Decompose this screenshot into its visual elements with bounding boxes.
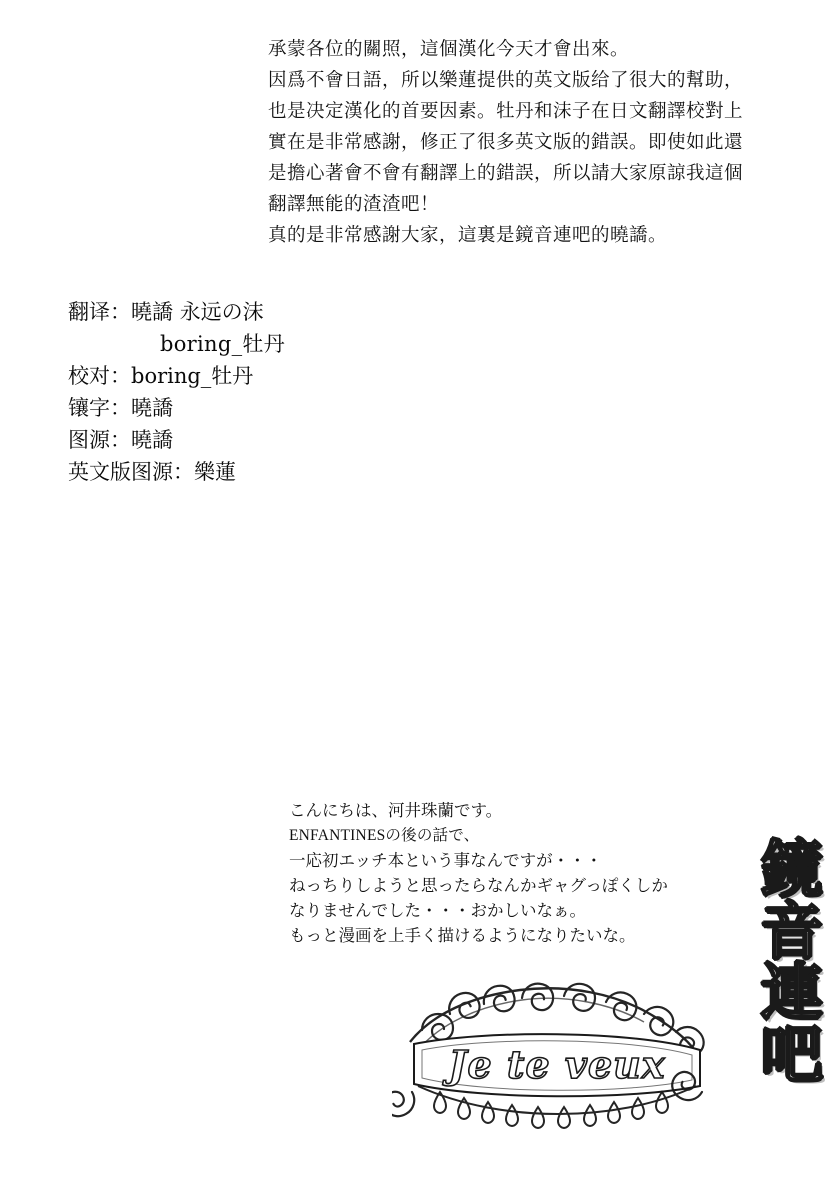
author-note-block (289, 798, 769, 948)
author-note-line: もっと漫画を上手く描けるようになりたいな。 (289, 926, 636, 945)
afterword-line: 翻譯無能的渣渣吧！ (268, 194, 440, 215)
title-logo-text: Je te veux (448, 1042, 666, 1087)
credit-row-proofread: 校对：boring_牡丹 (68, 364, 254, 388)
author-note-line: ENFANTINESの後の話で、 (289, 827, 480, 844)
group-stamp (753, 833, 831, 1091)
afterword-line: 因爲不會日語，所以樂蓮提供的英文版给了很大的幫助， (268, 70, 744, 91)
afterword-line: 也是决定漢化的首要因素。牡丹和沫子在日文翻譯校對上 (268, 101, 744, 122)
title-logo (392, 980, 722, 1130)
afterword-line: 承蒙各位的關照，這個漢化今天才會出來。 (268, 39, 630, 60)
author-note-line: 一応初エッチ本という事なんですが・・・ (289, 851, 603, 870)
stamp-char: 連 (760, 956, 823, 1030)
credits-block (68, 296, 285, 488)
author-note-line: こんにちは、河井珠蘭です。 (289, 801, 503, 820)
credit-row-rawsource: 图源：曉譑 (68, 428, 173, 452)
author-note-line: ねっちりしようと思ったらなんかギャグっぽくしか (289, 876, 668, 895)
afterword-line: 是擔心著會不會有翻譯上的錯誤，所以請大家原諒我這個 (268, 163, 744, 184)
stamp-char: 吧 (760, 1017, 823, 1091)
afterword-block (268, 34, 828, 251)
credit-row-translation: 翻译：曉譑 永远の沫 (68, 300, 264, 324)
credit-row-english-rawsource: 英文版图源：樂蓮 (68, 460, 236, 484)
stamp-char: 音 (760, 894, 823, 968)
credit-row-translation-cont: boring_牡丹 (160, 332, 286, 356)
afterword-line: 實在是非常感謝，修正了很多英文版的錯誤。即使如此還 (268, 132, 744, 153)
afterword-line: 真的是非常感謝大家，這裏是鏡音連吧的曉譑。 (268, 225, 668, 246)
credit-row-typeset: 镶字：曉譑 (68, 396, 173, 420)
author-note-line: なりませんでした・・・おかしいなぁ。 (289, 901, 586, 920)
stamp-char: 鏡 (760, 833, 823, 906)
title-logo-graphic (392, 980, 722, 1130)
